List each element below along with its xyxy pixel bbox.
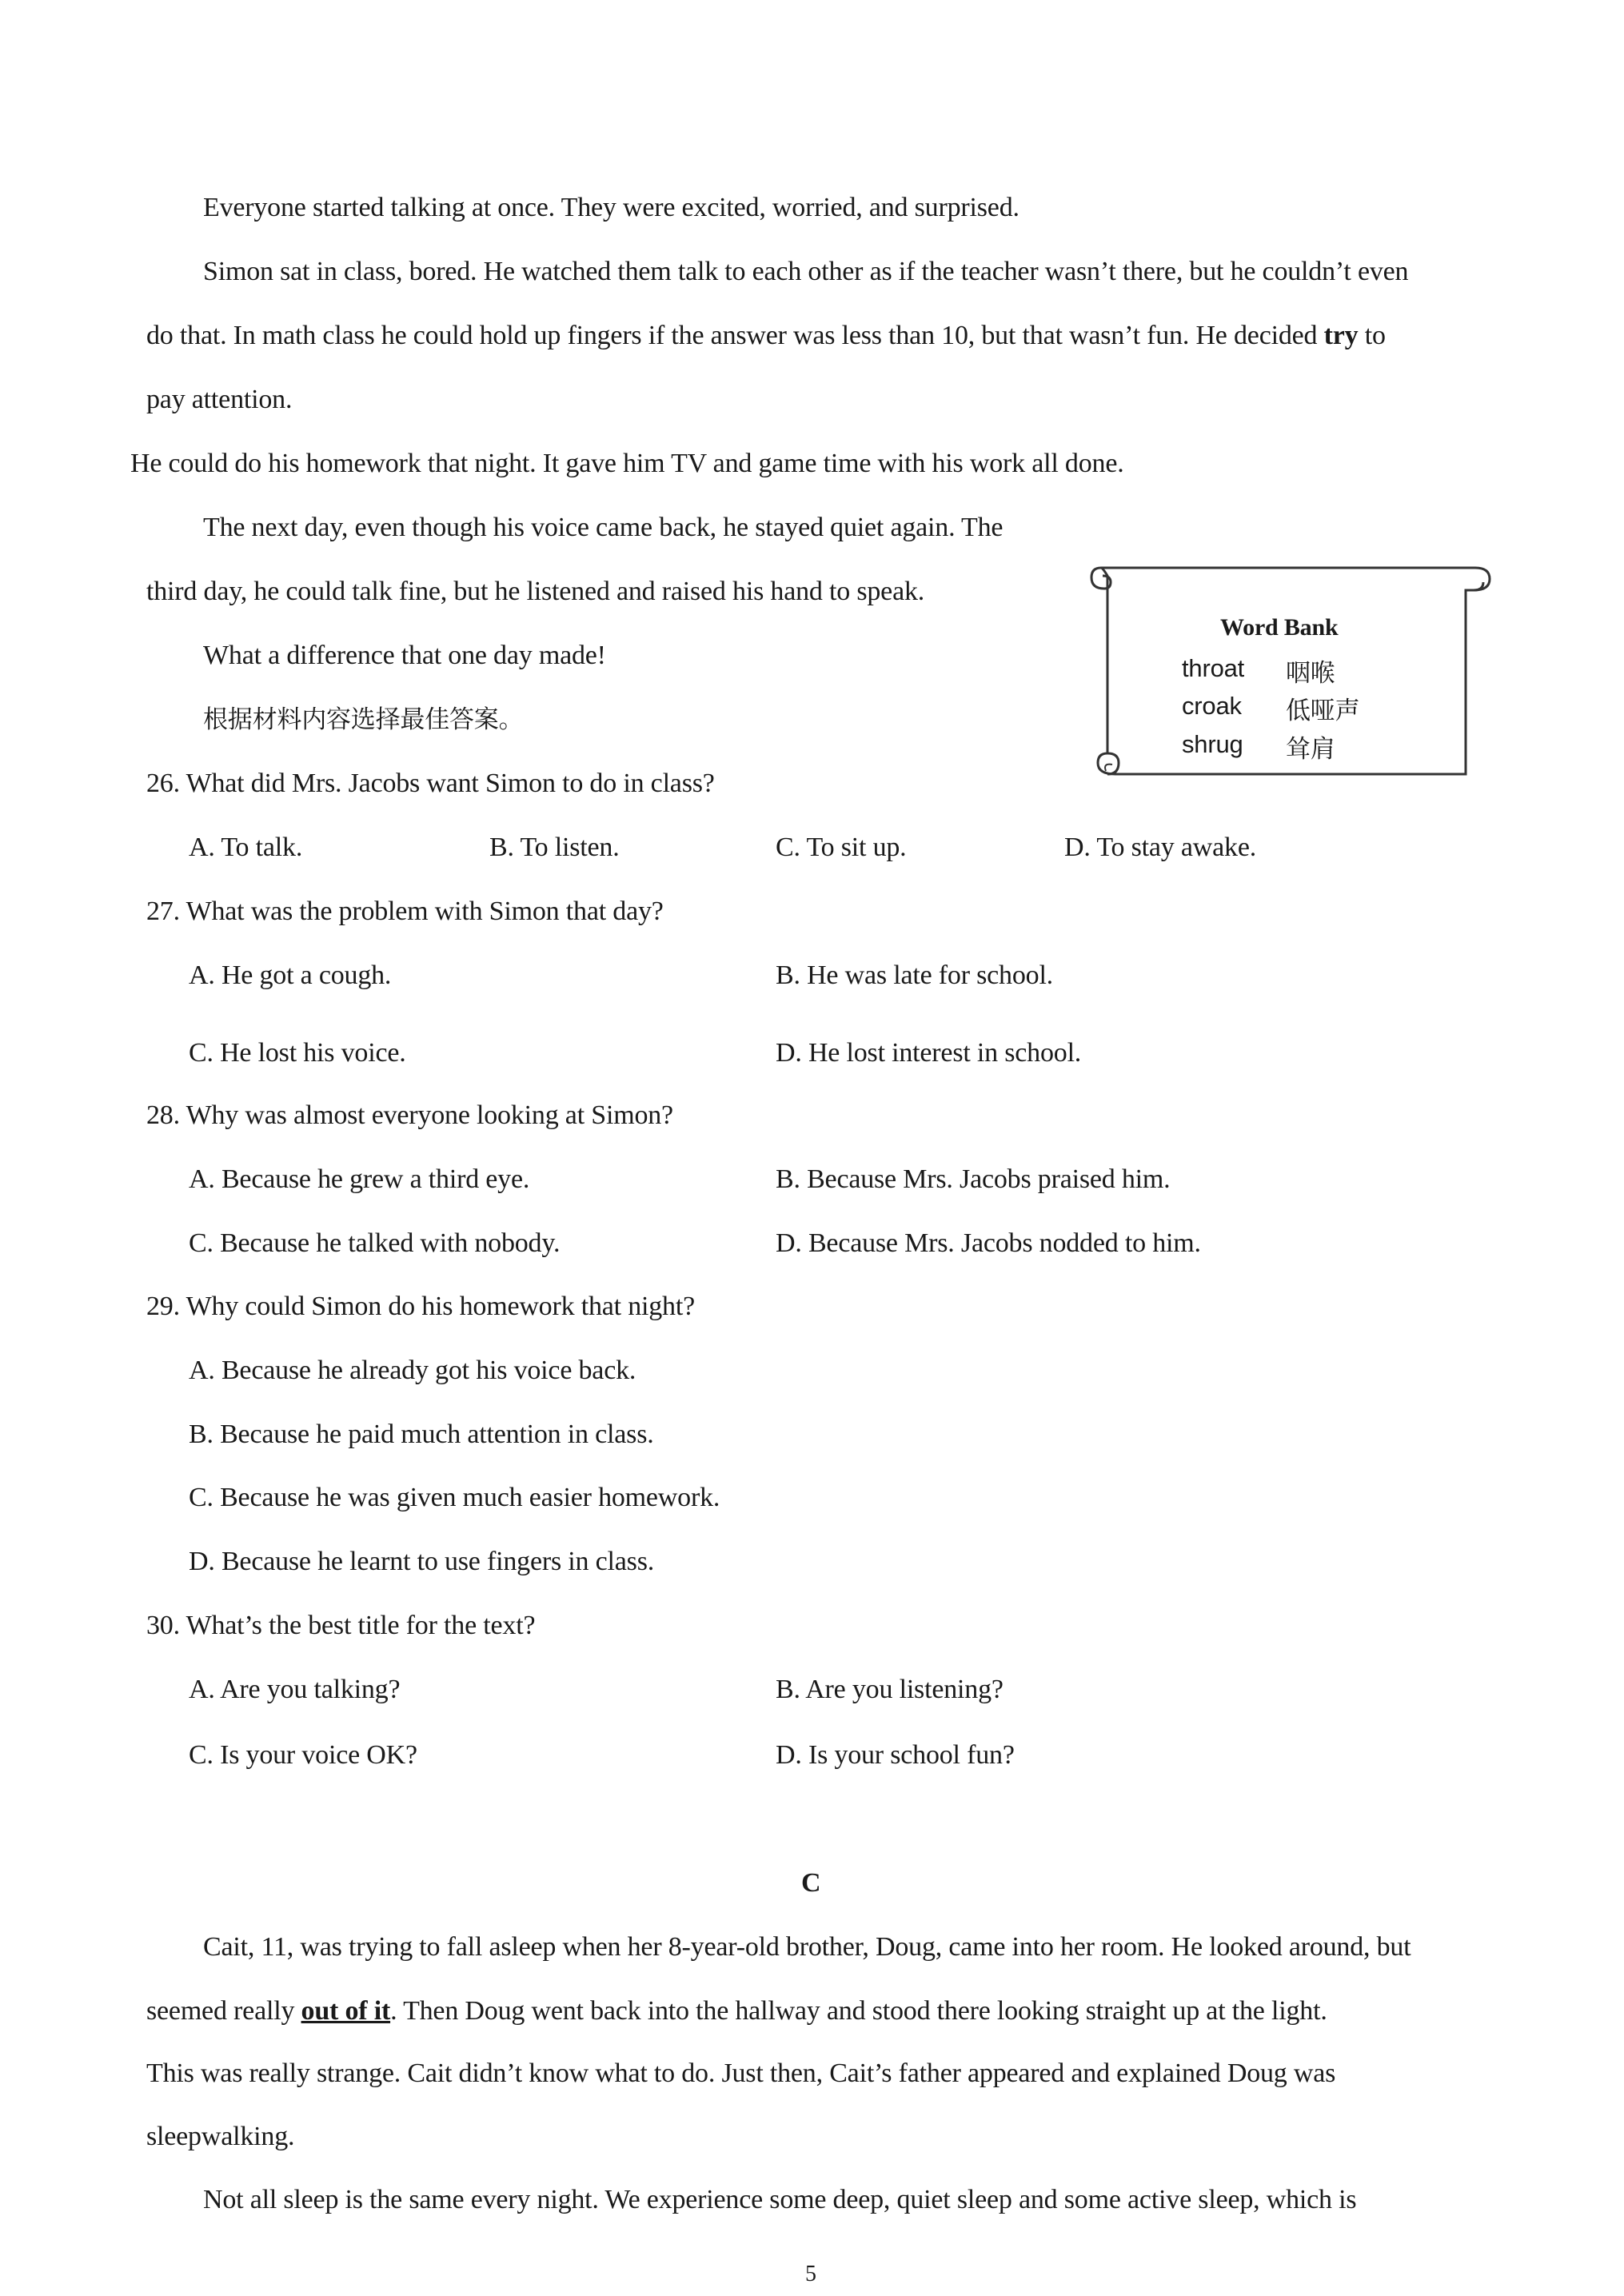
paragraph-line: Not all sleep is the same every night. We experience some deep, quiet sleep and some active sleep, which is	[203, 2185, 1357, 2214]
option: D. Because Mrs. Jacobs nodded to him.	[776, 1228, 1201, 1258]
paragraph-line: This was really strange. Cait didn’t know what to do. Just then, Cait’s father appeared and explained Doug was	[146, 2058, 1336, 2088]
option: B. To listen.	[489, 833, 620, 862]
word-bank-word: croak	[1182, 692, 1242, 720]
option: A. Because he already got his voice back.	[189, 1356, 636, 1385]
paragraph-line: What a difference that one day made!	[203, 641, 606, 670]
question-29: 29. Why could Simon do his homework that night?	[146, 1292, 695, 1321]
instruction-text: 根据材料内容选择最佳答案。	[203, 705, 524, 734]
option: B. Because he paid much attention in class.	[189, 1420, 654, 1449]
underlined-phrase: out of it	[301, 1996, 391, 2026]
section-heading: C	[801, 1868, 821, 1898]
option: C. Because he was given much easier homework.	[189, 1483, 720, 1512]
paragraph-line: third day, he could talk fine, but he listened and raised his hand to speak.	[146, 577, 925, 606]
paragraph-line	[146, 1995, 1327, 2027]
paragraph-text: . Then Doug went back into the hallway and stood there looking straight up at the light.	[390, 1996, 1327, 2026]
question-30: 30. What’s the best title for the text?	[146, 1611, 536, 1640]
word-bank-title: Word Bank	[1220, 614, 1339, 641]
word-bank-meaning: 咽喉	[1286, 659, 1335, 688]
option: A. Because he grew a third eye.	[189, 1164, 530, 1194]
option: C. To sit up.	[776, 833, 907, 862]
word-bank-meaning: 低哑声	[1286, 697, 1360, 725]
paragraph-line: Simon sat in class, bored. He watched them talk to each other as if the teacher wasn’t there, but he couldn’t even	[203, 257, 1409, 286]
paragraph-line: Cait, 11, was trying to fall asleep when her 8-year-old brother, Doug, came into her room. He looked around, but	[203, 1932, 1411, 1962]
option: C. He lost his voice.	[189, 1038, 406, 1068]
word-bank-word: shrug	[1182, 730, 1243, 758]
page-number: 5	[805, 2262, 816, 2286]
paragraph-line: sleepwalking.	[146, 2122, 295, 2151]
word-bank-word: throat	[1182, 654, 1245, 682]
option: D. To stay awake.	[1064, 833, 1257, 862]
paragraph-line: pay attention.	[146, 385, 293, 414]
option: B. He was late for school.	[776, 960, 1053, 990]
paragraph-text: do that. In math class he could hold up fingers if the answer was less than 10, but that wasn’t fun. He decided	[146, 321, 1324, 350]
option: C. Is your voice OK?	[189, 1740, 417, 1770]
paragraph-line: He could do his homework that night. It gave him TV and game time with his work all done.	[130, 449, 1124, 478]
option: A. Are you talking?	[189, 1675, 401, 1704]
paragraph-line: Everyone started talking at once. They were excited, worried, and surprised.	[203, 193, 1019, 222]
option: D. Because he learnt to use fingers in class.	[189, 1547, 655, 1576]
option: C. Because he talked with nobody.	[189, 1228, 561, 1258]
question-28: 28. Why was almost everyone looking at Simon?	[146, 1100, 673, 1130]
word-bank-meaning: 耸肩	[1286, 735, 1335, 764]
bold-word: try	[1323, 321, 1359, 350]
paragraph-line: The next day, even though his voice came back, he stayed quiet again. The	[203, 513, 1004, 542]
paragraph-text: to	[1358, 321, 1386, 350]
option: D. Is your school fun?	[776, 1740, 1015, 1770]
paragraph-line	[146, 320, 1386, 352]
option: A. To talk.	[189, 833, 303, 862]
option: B. Are you listening?	[776, 1675, 1004, 1704]
option: A. He got a cough.	[189, 960, 392, 990]
question-27: 27. What was the problem with Simon that day?	[146, 896, 664, 926]
option: B. Because Mrs. Jacobs praised him.	[776, 1164, 1171, 1194]
paragraph-text: seemed really	[146, 1996, 301, 2026]
option: D. He lost interest in school.	[776, 1038, 1082, 1068]
question-26: 26. What did Mrs. Jacobs want Simon to do in class?	[146, 769, 715, 798]
